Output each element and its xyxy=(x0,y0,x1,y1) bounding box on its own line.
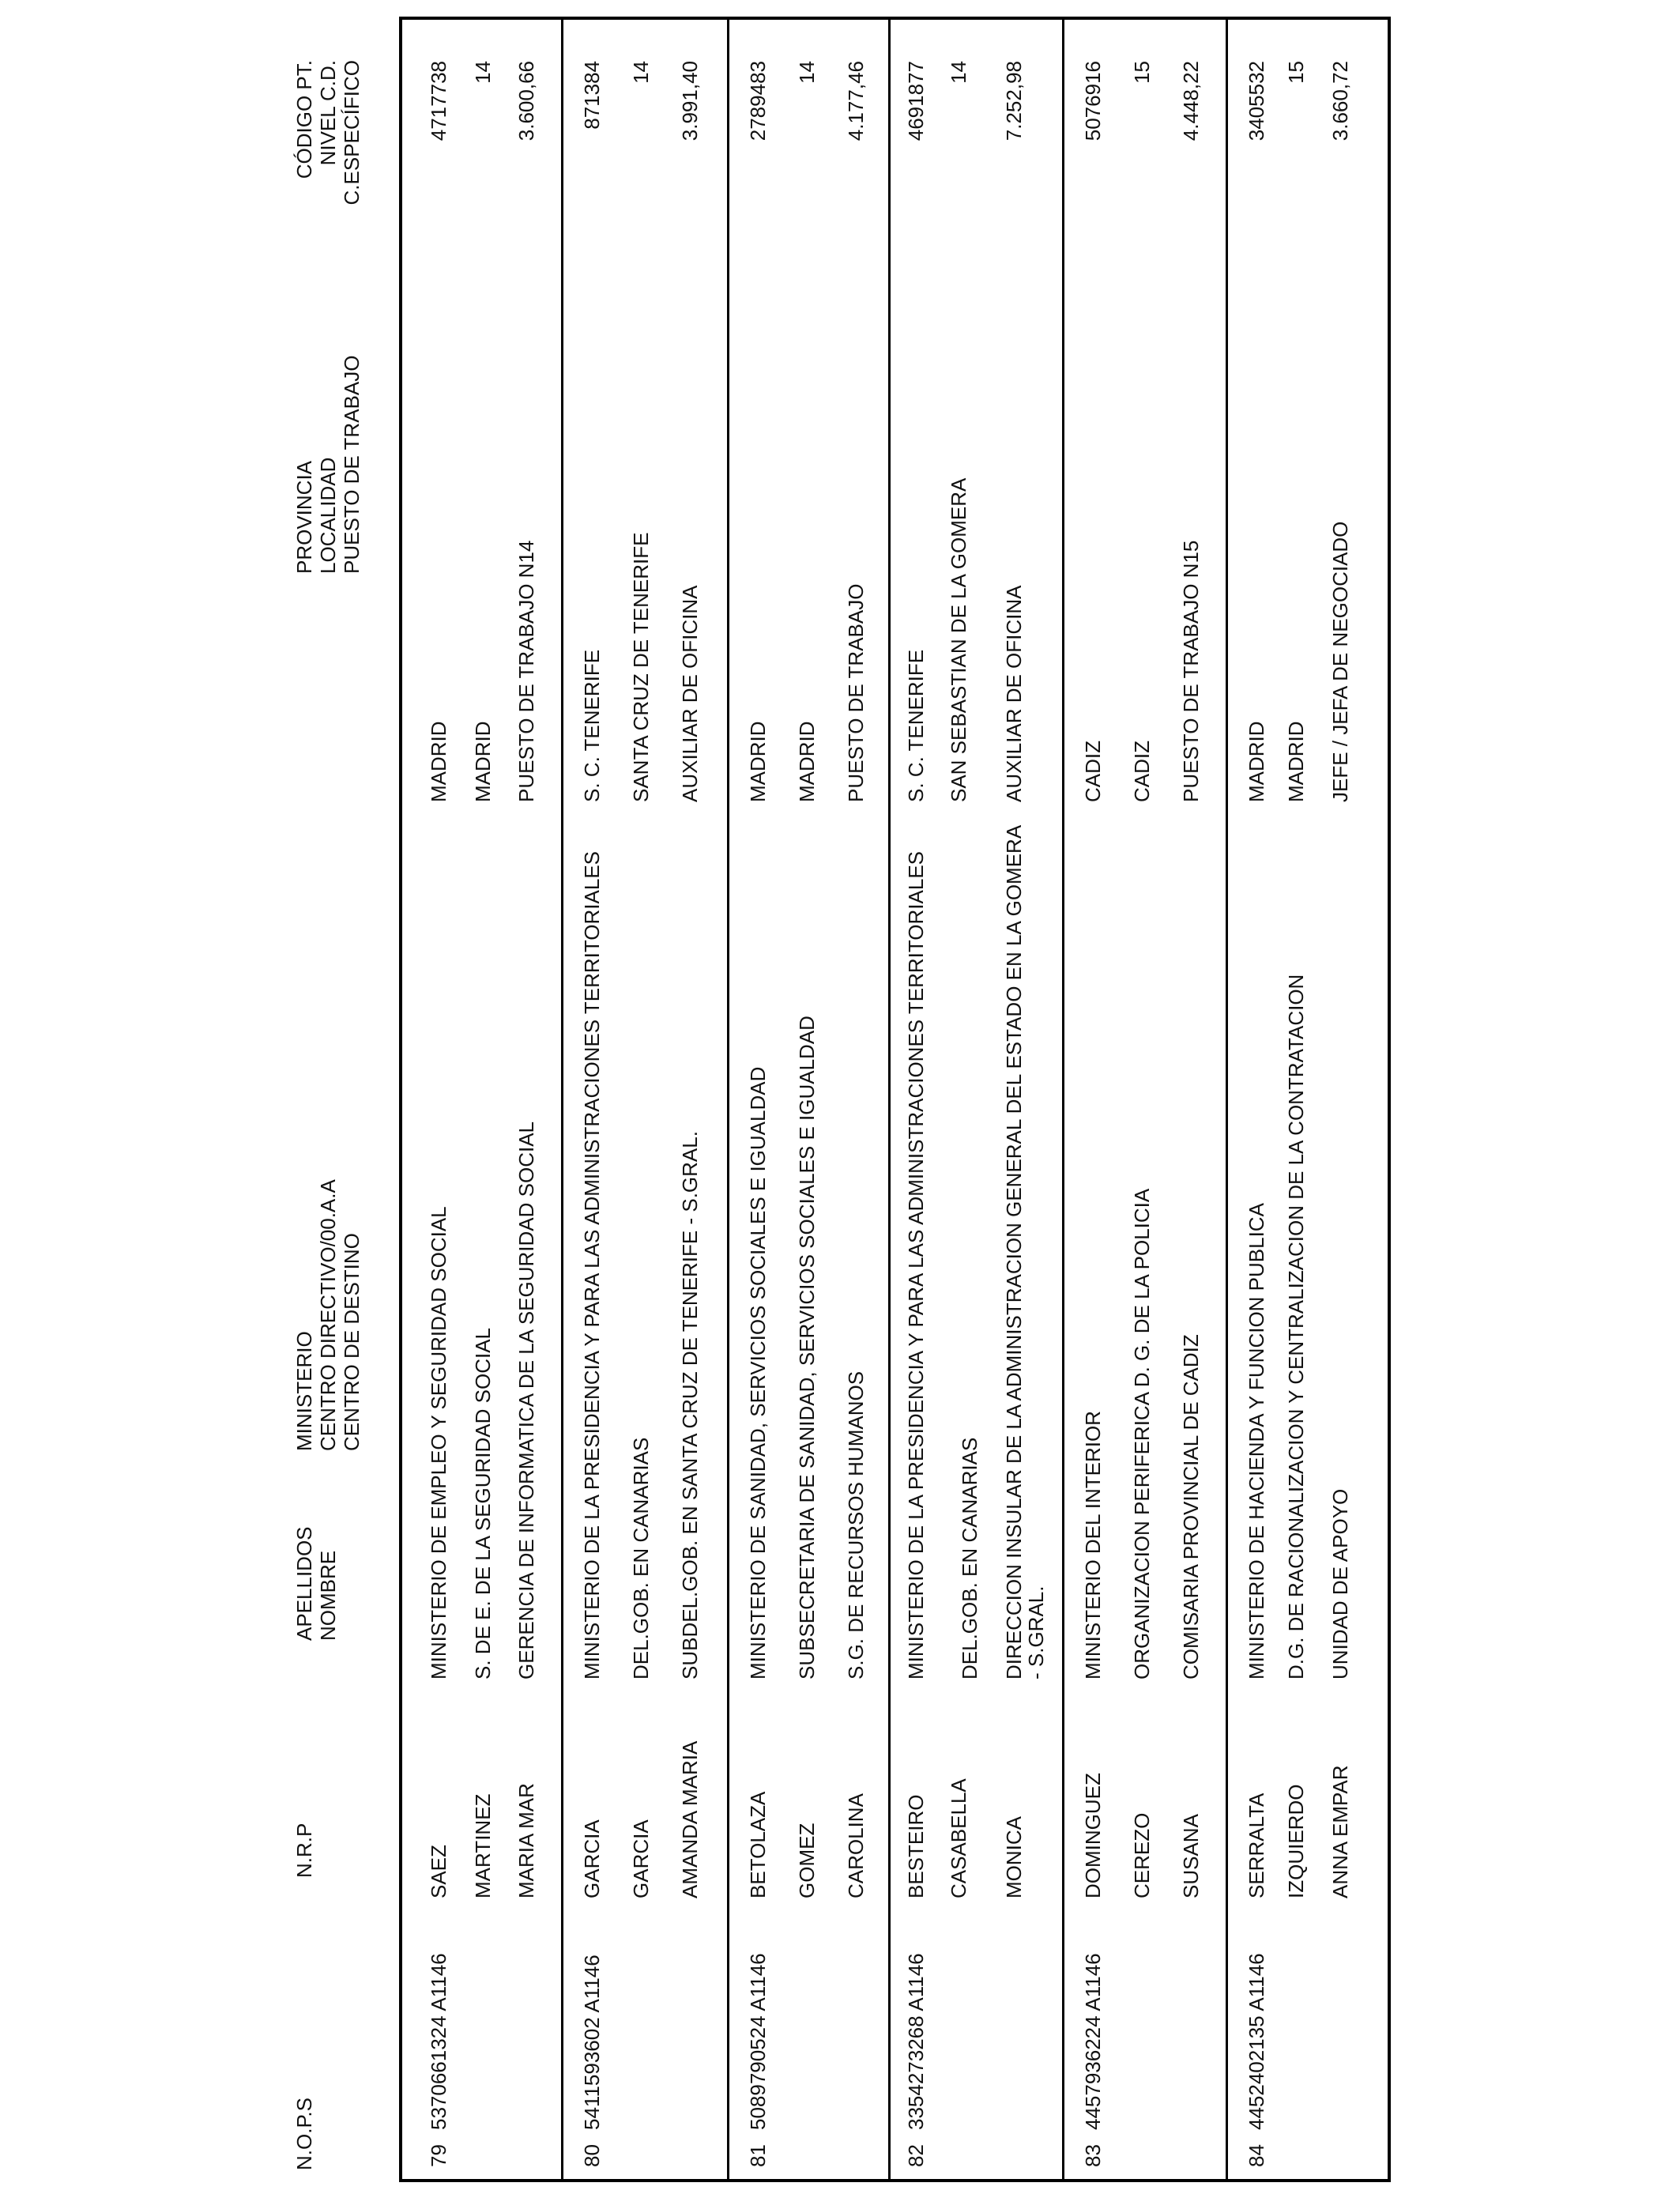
apellido2-cell: CASABELLA xyxy=(947,1778,970,1898)
header-nops: N.O.P.S xyxy=(292,2097,316,2170)
localidad-cell: SANTA CRUZ DE TENERIFE xyxy=(629,532,653,802)
nivel-cell: 14 xyxy=(795,61,819,84)
codigo-cell: 871384 xyxy=(580,61,604,130)
puesto-cell: AUXILIAR DE OFICINA xyxy=(678,585,702,802)
nombre-cell: SUSANA xyxy=(1179,1814,1203,1898)
apellido2-cell: IZQUIERDO xyxy=(1284,1784,1308,1898)
results-table xyxy=(399,17,1391,2182)
ministerio-cell: MINISTERIO DE EMPLEO Y SEGURIDAD SOCIAL xyxy=(427,1206,450,1679)
ministerio-cell: MINISTERIO DE SANIDAD, SERVICIOS SOCIALES E IGUALDAD xyxy=(746,1066,770,1679)
nops-cell: 81 xyxy=(746,2144,770,2167)
apellido1-cell: GARCIA xyxy=(580,1819,604,1898)
nombre-cell: CAROLINA xyxy=(844,1793,868,1898)
header-codigo: CÓDIGO PT. NIVEL C.D. C.ESPECÍFICO xyxy=(292,60,363,205)
nivel-cell: 15 xyxy=(1130,61,1154,84)
localidad-cell: MADRID xyxy=(795,721,819,802)
nops-cell: 84 xyxy=(1245,2144,1268,2167)
ministerio-cell: MINISTERIO DE HACIENDA Y FUNCION PUBLICA xyxy=(1245,1203,1268,1679)
centro-directivo-cell: D.G. DE RACIONALIZACION Y CENTRALIZACION DE LA CONTRATACION xyxy=(1284,974,1308,1679)
nops-cell: 83 xyxy=(1081,2144,1105,2167)
apellido2-cell: CEREZO xyxy=(1130,1812,1154,1898)
apellido2-cell: GOMEZ xyxy=(795,1823,819,1898)
ministerio-cell: MINISTERIO DE LA PRESIDENCIA Y PARA LAS ADMINISTRACIONES TERRITORIALES xyxy=(904,851,928,1679)
header-provincia: PROVINCIA LOCALIDAD PUESTO DE TRABAJO xyxy=(292,355,363,574)
provincia-cell: MADRID xyxy=(746,721,770,802)
table-row xyxy=(1064,20,1228,2179)
table-row xyxy=(563,20,729,2179)
localidad-cell: MADRID xyxy=(471,721,495,802)
centro-directivo-cell: DEL.GOB. EN CANARIAS xyxy=(958,1437,981,1679)
especifico-cell: 3.600,66 xyxy=(514,61,538,141)
nrp-cell: 5089790524 A1146 xyxy=(746,1953,770,2130)
codigo-cell: 3405532 xyxy=(1245,61,1268,141)
especifico-cell: 4.448,22 xyxy=(1179,61,1203,141)
puesto-cell: PUESTO DE TRABAJO xyxy=(844,583,868,802)
puesto-cell: JEFE / JEFA DE NEGOCIADO xyxy=(1328,521,1352,802)
apellido1-cell: SAEZ xyxy=(427,1845,450,1898)
table-row xyxy=(729,20,891,2179)
apellido1-cell: BESTEIRO xyxy=(904,1794,928,1898)
centro-directivo-cell: S. DE E. DE LA SEGURIDAD SOCIAL xyxy=(471,1327,495,1679)
table-row xyxy=(891,20,1064,2179)
nombre-cell: MONICA xyxy=(1002,1816,1026,1898)
nombre-cell: ANNA EMPAR xyxy=(1328,1765,1352,1898)
especifico-cell: 3.991,40 xyxy=(678,61,702,141)
centro-destino-cell: SUBDEL.GOB. EN SANTA CRUZ DE TENERIFE - S.GRAL. xyxy=(678,1131,702,1679)
apellido1-cell: SERRALTA xyxy=(1245,1793,1268,1898)
provincia-cell: S. C. TENERIFE xyxy=(904,649,928,802)
nivel-cell: 14 xyxy=(471,61,495,84)
puesto-cell: PUESTO DE TRABAJO N14 xyxy=(514,540,538,802)
nops-cell: 80 xyxy=(580,2144,604,2167)
nombre-cell: MARIA MAR xyxy=(514,1783,538,1898)
header-ministerio: MINISTERIO CENTRO DIRECTIVO/00.A.A CENTRO DE DESTINO xyxy=(292,1179,363,1451)
centro-destino-cell: UNIDAD DE APOYO xyxy=(1328,1488,1352,1679)
centro-directivo-cell: DEL.GOB. EN CANARIAS xyxy=(629,1437,653,1679)
header-apellidos: APELLIDOS NOMBRE xyxy=(292,1526,340,1641)
codigo-cell: 5076916 xyxy=(1081,61,1105,141)
localidad-cell: SAN SEBASTIAN DE LA GOMERA xyxy=(947,477,970,802)
nivel-cell: 15 xyxy=(1284,61,1308,84)
nrp-cell: 3354273268 A1146 xyxy=(904,1953,928,2130)
provincia-cell: CADIZ xyxy=(1081,741,1105,802)
puesto-cell: AUXILIAR DE OFICINA xyxy=(1002,585,1026,802)
localidad-cell: CADIZ xyxy=(1130,741,1154,802)
nops-cell: 79 xyxy=(427,2144,450,2167)
apellido2-cell: GARCIA xyxy=(629,1819,653,1898)
table-row xyxy=(1228,20,1391,2179)
ministerio-cell: MINISTERIO DEL INTERIOR xyxy=(1081,1411,1105,1679)
centro-destino-cell: GERENCIA DE INFORMATICA DE LA SEGURIDAD SOCIAL xyxy=(514,1122,538,1679)
centro-directivo-cell: ORGANIZACION PERIFERICA D. G. DE LA POLICIA xyxy=(1130,1188,1154,1679)
nops-cell: 82 xyxy=(904,2144,928,2167)
centro-destino-cell: S.G. DE RECURSOS HUMANOS xyxy=(844,1370,868,1679)
nrp-cell: 4452402135 A1146 xyxy=(1245,1953,1268,2130)
provincia-cell: MADRID xyxy=(1245,721,1268,802)
table-row xyxy=(402,20,563,2179)
codigo-cell: 4717738 xyxy=(427,61,450,141)
especifico-cell: 3.660,72 xyxy=(1328,61,1352,141)
nrp-cell: 4457936224 A1146 xyxy=(1081,1953,1105,2130)
ministerio-cell: MINISTERIO DE LA PRESIDENCIA Y PARA LAS ADMINISTRACIONES TERRITORIALES xyxy=(580,851,604,1679)
localidad-cell: MADRID xyxy=(1284,721,1308,802)
centro-directivo-cell: SUBSECRETARIA DE SANIDAD, SERVICIOS SOCIALES E IGUALDAD xyxy=(795,1016,819,1679)
especifico-cell: 7.252,98 xyxy=(1002,61,1026,141)
centro-destino-cell: COMISARIA PROVINCIAL DE CADIZ xyxy=(1179,1334,1203,1679)
provincia-cell: MADRID xyxy=(427,721,450,802)
codigo-cell: 2789483 xyxy=(746,61,770,141)
codigo-cell: 4691877 xyxy=(904,61,928,141)
puesto-cell: PUESTO DE TRABAJO N15 xyxy=(1179,540,1203,802)
centro-destino-cell: DIRECCION INSULAR DE LA ADMINISTRACION GENERAL DEL ESTADO EN LA GOMERA - S.GRAL. xyxy=(1002,826,1048,1679)
nombre-cell: AMANDA MARIA xyxy=(678,1740,702,1898)
apellido1-cell: BETOLAZA xyxy=(746,1791,770,1898)
nrp-cell: 5411593602 A1146 xyxy=(580,1955,604,2130)
provincia-cell: S. C. TENERIFE xyxy=(580,649,604,802)
nivel-cell: 14 xyxy=(947,61,970,84)
apellido2-cell: MARTINEZ xyxy=(471,1793,495,1898)
nrp-cell: 5370661324 A1146 xyxy=(427,1953,450,2130)
apellido1-cell: DOMINGUEZ xyxy=(1081,1773,1105,1898)
especifico-cell: 4.177,46 xyxy=(844,61,868,141)
header-nrp: N.R.P xyxy=(292,1823,316,1878)
nivel-cell: 14 xyxy=(629,61,653,84)
